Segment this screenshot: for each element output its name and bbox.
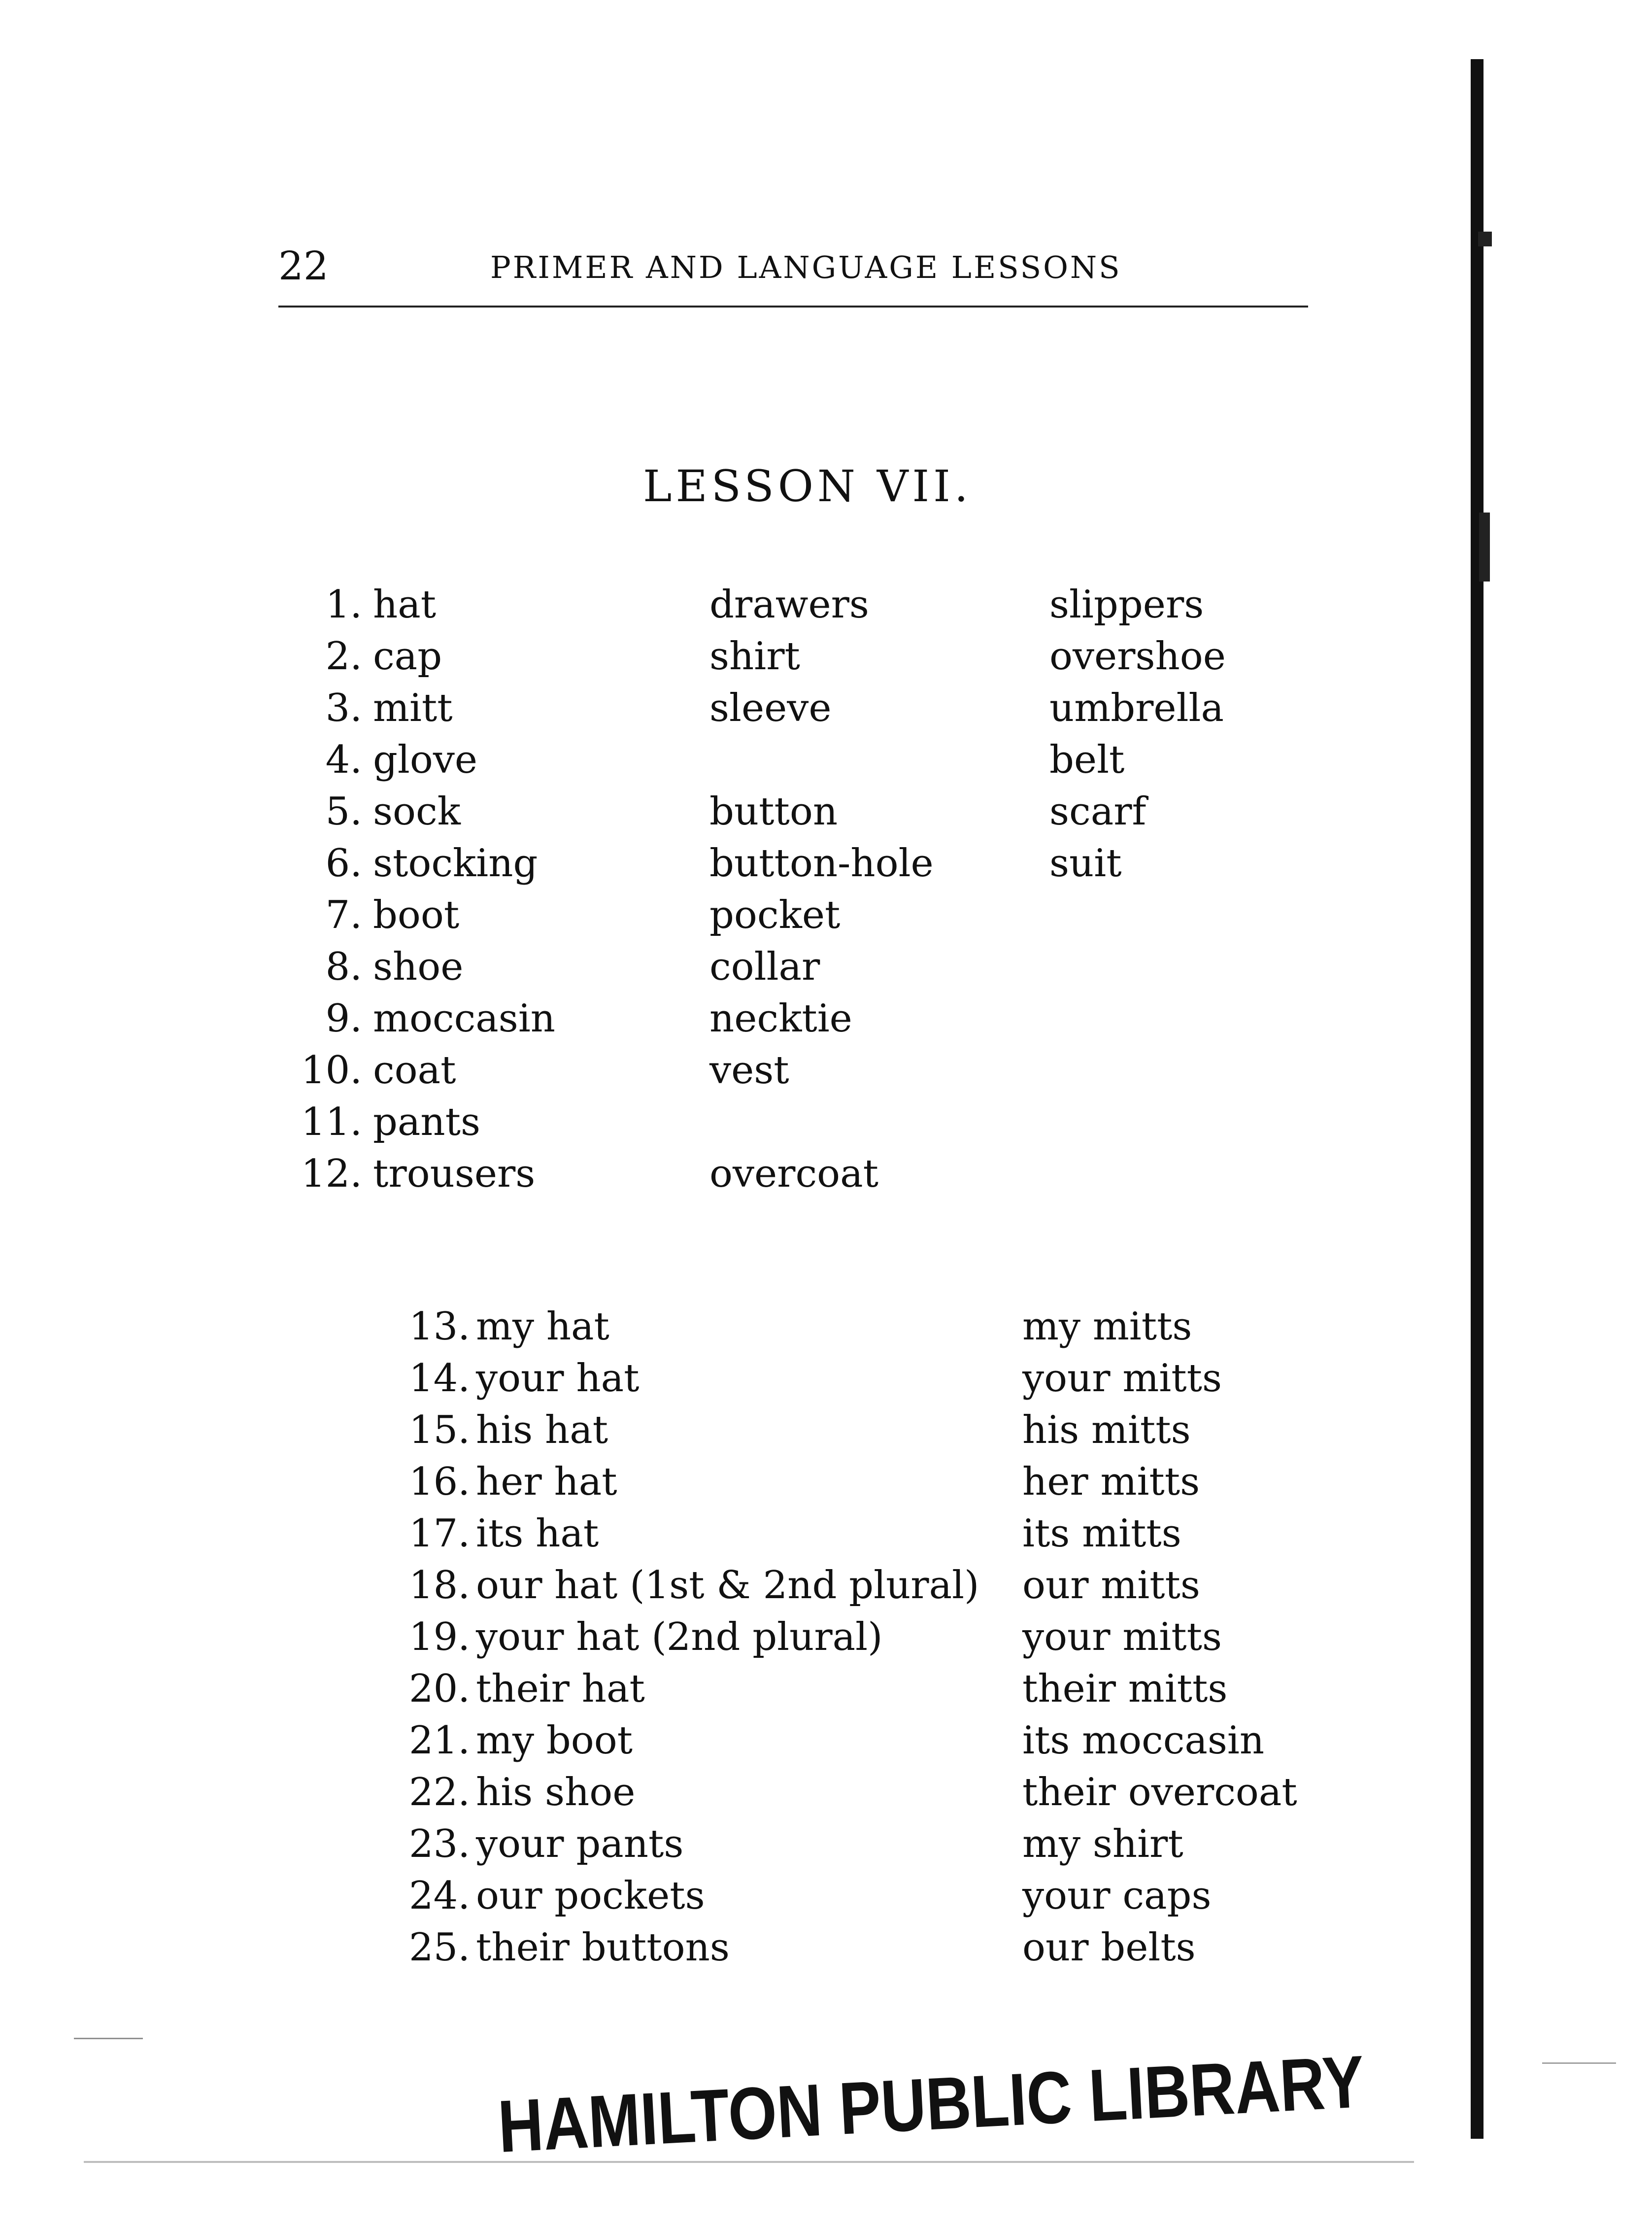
running-title: PRIMER AND LANGUAGE LESSONS: [490, 249, 1122, 285]
list-item: [296, 838, 555, 890]
vocab-word: drawers: [709, 582, 869, 627]
phrase-text: its hat: [476, 1511, 599, 1556]
list-item: [409, 1922, 979, 1974]
edge-mark: [1479, 513, 1490, 582]
vocab-word: button: [709, 789, 838, 834]
vocab-word: [709, 1096, 934, 1148]
phrase-text: my boot: [476, 1718, 633, 1763]
list-item: [296, 1148, 555, 1200]
list-item: [296, 734, 555, 786]
list-item: [409, 1508, 979, 1560]
vocab-word: scarf: [1049, 789, 1146, 834]
list-item: [296, 890, 555, 941]
item-number: 20.: [409, 1667, 471, 1711]
item-number: 12.: [301, 1152, 362, 1196]
header-rule: [278, 306, 1308, 308]
list-item: [296, 993, 555, 1045]
item-number: 6.: [325, 841, 362, 886]
phrase-text: our hat (1st & 2nd plural): [476, 1563, 979, 1608]
list-item: [296, 683, 555, 734]
vocab-word: moccasin: [373, 996, 556, 1041]
vocab-word: hat: [373, 582, 437, 627]
phrase-text: your caps: [1022, 1874, 1212, 1918]
vocab-word: sock: [373, 789, 461, 834]
vocab-word: pants: [373, 1100, 481, 1144]
item-number: 10.: [301, 1048, 362, 1093]
item-number: 2.: [325, 634, 362, 679]
phrase-text: your mitts: [1022, 1615, 1222, 1659]
list-item: [409, 1715, 979, 1767]
phrase-text: your hat: [476, 1356, 640, 1401]
vocab-column-3: [1049, 579, 1226, 890]
phrase-text: its moccasin: [1022, 1718, 1265, 1763]
scan-noise: [1542, 2062, 1616, 2064]
list-item: [409, 1456, 979, 1508]
vocab-word: necktie: [709, 996, 852, 1041]
item-number: 18.: [409, 1563, 471, 1608]
item-number: 23.: [409, 1822, 471, 1866]
item-number: 25.: [409, 1925, 471, 1970]
vocab-word: overcoat: [709, 1152, 878, 1196]
item-number: 14.: [409, 1356, 471, 1401]
vocab-word: shirt: [709, 634, 800, 679]
item-number: 8.: [325, 945, 362, 989]
vocab-column-1: [296, 579, 555, 1200]
list-item: [409, 1301, 979, 1353]
phrase-text: his shoe: [476, 1770, 636, 1815]
list-item: [296, 786, 555, 838]
item-number: 15.: [409, 1408, 471, 1452]
phrase-text: her hat: [476, 1460, 617, 1504]
phrase-text: our mitts: [1022, 1563, 1200, 1608]
vocab-word: umbrella: [1049, 686, 1224, 730]
list-item: [409, 1611, 979, 1663]
list-item: [409, 1663, 979, 1715]
list-item: [409, 1353, 979, 1404]
vocab-word: coat: [373, 1048, 456, 1093]
phrase-text: our pockets: [476, 1874, 705, 1918]
phrase-text: my shirt: [1022, 1822, 1183, 1866]
phrase-text: our belts: [1022, 1925, 1196, 1970]
phrase-list-right: [1022, 1301, 1297, 1974]
vocab-word: stocking: [373, 841, 538, 886]
vocab-word: collar: [709, 945, 820, 989]
vocab-word: pocket: [709, 893, 841, 937]
item-number: 24.: [409, 1874, 471, 1918]
item-number: 7.: [325, 893, 362, 937]
item-number: 3.: [325, 686, 362, 730]
list-item: [296, 631, 555, 683]
item-number: 5.: [325, 789, 362, 834]
vocab-word: cap: [373, 634, 442, 679]
item-number: 19.: [409, 1615, 471, 1659]
phrase-text: your mitts: [1022, 1356, 1222, 1401]
vocab-word: mitt: [373, 686, 453, 730]
phrase-text: your hat (2nd plural): [476, 1615, 883, 1659]
list-item: [409, 1818, 979, 1870]
vocab-column-2: [709, 579, 934, 1200]
vocab-word: shoe: [373, 945, 464, 989]
vocab-word: boot: [373, 893, 460, 937]
list-item: [409, 1870, 979, 1922]
item-number: 9.: [325, 996, 362, 1041]
phrase-text: their mitts: [1022, 1667, 1228, 1711]
item-number: 22.: [409, 1770, 471, 1815]
vocab-word: glove: [373, 738, 478, 782]
phrase-text: his mitts: [1022, 1408, 1191, 1452]
list-item: [409, 1404, 979, 1456]
phrase-text: my mitts: [1022, 1304, 1192, 1349]
vocab-word: slippers: [1049, 582, 1204, 627]
vocab-word: vest: [709, 1048, 789, 1093]
phrase-text: its mitts: [1022, 1511, 1181, 1556]
phrase-list-left: [409, 1301, 979, 1974]
list-item: [296, 1045, 555, 1096]
list-item: [296, 1096, 555, 1148]
phrase-text: my hat: [476, 1304, 609, 1349]
vocab-word: [709, 734, 934, 786]
scan-noise: [74, 2038, 143, 2039]
list-item: [296, 941, 555, 993]
item-number: 11.: [301, 1100, 362, 1144]
list-item: [296, 579, 555, 631]
vocab-word: button-hole: [709, 841, 934, 886]
phrase-text: her mitts: [1022, 1460, 1200, 1504]
edge-mark: [1478, 232, 1492, 246]
stamp-text: HAMILTON PUBLIC LIBRARY: [496, 2031, 1524, 2168]
library-stamp: [496, 2031, 1524, 2168]
phrase-text: your pants: [476, 1822, 684, 1866]
item-number: 17.: [409, 1511, 471, 1556]
vocab-word: sleeve: [709, 686, 832, 730]
item-number: 4.: [325, 738, 362, 782]
page-header: [278, 241, 1308, 310]
list-item: [409, 1767, 979, 1818]
list-item: [409, 1560, 979, 1611]
item-number: 16.: [409, 1460, 471, 1504]
page-number: 22: [278, 243, 329, 289]
scan-noise: [84, 2161, 1414, 2163]
phrase-text: their hat: [476, 1667, 645, 1711]
item-number: 1.: [325, 582, 362, 627]
vocab-word: belt: [1049, 738, 1125, 782]
phrase-text: his hat: [476, 1408, 608, 1452]
vocab-word: overshoe: [1049, 634, 1226, 679]
item-number: 21.: [409, 1718, 471, 1763]
phrase-text: their overcoat: [1022, 1770, 1297, 1815]
lesson-title: LESSON VII.: [643, 461, 972, 512]
vocab-word: suit: [1049, 841, 1122, 886]
item-number: 13.: [409, 1304, 471, 1349]
phrase-text: their buttons: [476, 1925, 730, 1970]
binding-edge: [1471, 59, 1483, 2139]
vocab-word: trousers: [373, 1152, 536, 1196]
